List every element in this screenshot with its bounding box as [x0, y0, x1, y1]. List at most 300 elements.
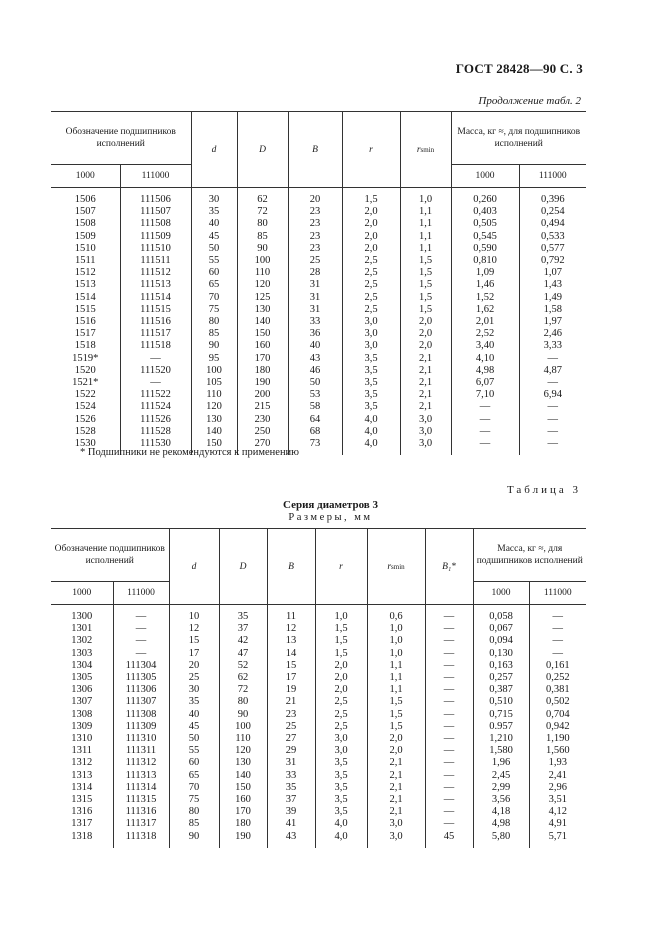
table-row	[51, 231, 586, 243]
table-cell: 35	[191, 206, 237, 218]
rsmin-subscript: smin	[420, 145, 435, 154]
table-cell: 17	[169, 648, 219, 660]
table-cell: 13	[267, 635, 315, 647]
table-row	[51, 672, 586, 684]
table-cell: —	[529, 635, 586, 647]
table-cell: 111306	[113, 684, 169, 696]
table-cell: 27	[267, 733, 315, 745]
table-cell: 33	[267, 770, 315, 782]
table-row	[51, 696, 586, 708]
table-cell: 3,33	[519, 340, 586, 352]
table-cell: 31	[267, 757, 315, 769]
table-cell: 3,0	[342, 340, 400, 352]
table-cell: 111305	[113, 672, 169, 684]
table-cell: 1530	[74, 438, 96, 450]
table-row	[51, 316, 586, 328]
table-row	[51, 389, 586, 401]
table-cell: 2,0	[315, 672, 367, 684]
table-cell: 1,0	[400, 188, 451, 207]
table-cell: 37	[267, 794, 315, 806]
table-row	[51, 635, 586, 647]
table-cell: 75	[191, 304, 237, 316]
table-cell: 1510	[74, 242, 96, 254]
table-cell: 2,0	[315, 660, 367, 672]
table-row	[51, 365, 586, 377]
table-cell: 4,87	[519, 365, 586, 377]
table-cell: 111310	[113, 733, 169, 745]
header-version-111000: 111000	[120, 165, 191, 188]
table-cell: —	[529, 648, 586, 660]
table-cell: 200	[237, 389, 288, 401]
continuation-label: Продолжение табл. 2	[478, 95, 581, 107]
header-d: d	[169, 529, 219, 605]
table-cell: 50	[191, 243, 237, 255]
table-cell: 72	[237, 206, 288, 218]
table-cell: 110	[237, 267, 288, 279]
table-cell: 1307	[71, 696, 93, 708]
table-cell: 4,0	[342, 414, 400, 426]
table-cell: 1310	[71, 733, 93, 745]
table-cell: 2,5	[342, 267, 400, 279]
table-cell: 3,0	[367, 818, 425, 830]
table-cell: —	[425, 635, 473, 647]
header-B: B	[288, 112, 342, 188]
table-cell: 0,381	[529, 684, 586, 696]
table-row	[51, 782, 586, 794]
table-cell: 90	[237, 243, 288, 255]
table-cell: 31	[288, 279, 342, 291]
table-cell: 95	[191, 353, 237, 365]
table-cell: —	[519, 426, 586, 438]
table-cell: 111309	[113, 721, 169, 733]
table-cell: 2,0	[342, 231, 400, 243]
table-cell: 1,5	[342, 188, 400, 207]
table-cell: 1,5	[400, 292, 451, 304]
table-cell: 1,0	[367, 623, 425, 635]
table-row	[51, 757, 586, 769]
table-cell: 3,5	[315, 757, 367, 769]
table-cell: 1,580	[473, 745, 529, 757]
table-cell: 1,190	[529, 733, 586, 745]
table-cell: 160	[237, 340, 288, 352]
table-cell: 0,252	[529, 672, 586, 684]
table-cell: 2,1	[400, 365, 451, 377]
table-cell: 0,942	[529, 721, 586, 733]
table-cell: 1,0	[367, 635, 425, 647]
table-cell: 2,0	[400, 316, 451, 328]
table-cell: 50	[288, 377, 342, 389]
table-cell: 170	[237, 353, 288, 365]
table-cell: 4,98	[451, 365, 519, 377]
table-cell: 111516	[120, 316, 191, 328]
table-cell: 0,403	[451, 206, 519, 218]
table-cell: 1,560	[529, 745, 586, 757]
table-cell: 111313	[113, 770, 169, 782]
table-cell: 110	[219, 733, 267, 745]
table-row	[51, 243, 586, 255]
table-cell: 52	[219, 660, 267, 672]
table-cell: 11	[267, 605, 315, 624]
table-row	[51, 733, 586, 745]
table-cell: 3,0	[400, 426, 451, 438]
table-cell: 64	[288, 414, 342, 426]
table-cell: 12	[169, 623, 219, 635]
table-cell: 45	[425, 831, 473, 848]
header-rsmin	[367, 529, 425, 605]
table-cell: 0,260	[451, 188, 519, 207]
table-cell: 111507	[120, 206, 191, 218]
table-cell: 0,387	[473, 684, 529, 696]
table-cell: —	[451, 426, 519, 438]
bearing-table-3	[51, 528, 586, 848]
table-cell: —	[425, 672, 473, 684]
table-cell: 1,96	[473, 757, 529, 769]
table-cell: 36	[288, 328, 342, 340]
table-cell: 1306	[71, 684, 93, 696]
table-cell: 1,46	[451, 279, 519, 291]
table-cell: 215	[237, 401, 288, 413]
table-cell: —	[519, 401, 586, 413]
table-cell: 111512	[120, 267, 191, 279]
table-cell: 3,0	[342, 316, 400, 328]
table-cell: 0,6	[367, 605, 425, 624]
table-cell: 1,5	[367, 696, 425, 708]
table-cell: 1,97	[519, 316, 586, 328]
table-cell: 1,0	[367, 648, 425, 660]
header-mass: Масса, кг ≈, для подшипников исполнений	[473, 529, 586, 582]
table-cell: 90	[219, 709, 267, 721]
table-cell: 4,0	[315, 831, 367, 848]
table-cell: 1512	[74, 267, 96, 279]
table-cell: 15	[169, 635, 219, 647]
table-cell: —	[529, 623, 586, 635]
table-cell: 85	[169, 818, 219, 830]
table-cell: 45	[169, 721, 219, 733]
table-cell: 111517	[120, 328, 191, 340]
header-D: D	[237, 112, 288, 188]
header-b1: B₁*	[425, 529, 473, 605]
table-cell: 1312	[71, 757, 93, 769]
table-cell: 41	[267, 818, 315, 830]
header-D: D	[219, 529, 267, 605]
table-cell: 2,0	[315, 684, 367, 696]
table-row	[51, 377, 586, 389]
table-cell: 80	[169, 806, 219, 818]
table-cell: 2,0	[342, 206, 400, 218]
table-cell: —	[425, 745, 473, 757]
header-r: r	[342, 112, 400, 188]
table-cell: 55	[169, 745, 219, 757]
table-cell: 4,0	[342, 438, 400, 455]
table-cell: 30	[191, 188, 237, 207]
table-cell: 45	[191, 231, 237, 243]
table-cell: 1302	[71, 635, 93, 647]
table-cell: 25	[267, 721, 315, 733]
table-cell: 111316	[113, 806, 169, 818]
table-row	[51, 255, 586, 267]
table-cell: 111518	[120, 340, 191, 352]
table-cell: 39	[267, 806, 315, 818]
table-cell: 160	[219, 794, 267, 806]
table-cell: 23	[288, 206, 342, 218]
page-header-standard: ГОСТ 28428—90 С. 3	[455, 61, 583, 76]
table-cell: —	[425, 605, 473, 624]
table-cell: 111511	[120, 255, 191, 267]
bearing-table-2-continued	[51, 111, 586, 455]
table-cell: 2,1	[367, 806, 425, 818]
table-cell: 111307	[113, 696, 169, 708]
table-cell: 1,0	[315, 605, 367, 624]
table-cell: —	[451, 401, 519, 413]
table-cell: 3,0	[342, 328, 400, 340]
table-cell: 4,12	[529, 806, 586, 818]
table-cell: —	[519, 414, 586, 426]
table-cell: 46	[288, 365, 342, 377]
table-cell: 1301	[71, 623, 93, 635]
table-row	[51, 414, 586, 426]
table-cell: 7,10	[451, 389, 519, 401]
table-cell: 1318	[71, 830, 93, 842]
table-cell: 111315	[113, 794, 169, 806]
table-cell: 1513	[74, 279, 96, 291]
table-cell: 1317	[71, 818, 93, 830]
table-cell: 1304	[71, 659, 93, 671]
table-cell: 2,5	[342, 304, 400, 316]
table-cell: 85	[191, 328, 237, 340]
table-cell: 1517	[74, 328, 96, 340]
table-cell: 23	[288, 231, 342, 243]
table-cell: 1309	[71, 720, 93, 732]
table-cell: 1,5	[315, 623, 367, 635]
table-cell: 43	[288, 353, 342, 365]
table-cell: 2,0	[342, 243, 400, 255]
table-cell: 1300	[71, 611, 93, 622]
table-cell: 2,52	[451, 328, 519, 340]
table-cell: 62	[237, 188, 288, 207]
table-cell: 1313	[71, 769, 93, 781]
table-cell: —	[120, 353, 191, 365]
table-cell: —	[425, 818, 473, 830]
table-row	[51, 279, 586, 291]
table-cell: 20	[169, 660, 219, 672]
table-cell: 180	[237, 365, 288, 377]
table-cell: 0,590	[451, 243, 519, 255]
table-cell: 1,1	[400, 206, 451, 218]
table-row	[51, 770, 586, 782]
table-row	[51, 623, 586, 635]
table-cell: 23	[288, 218, 342, 230]
table-cell: 111524	[120, 401, 191, 413]
table-cell: 1,1	[367, 660, 425, 672]
table-cell: 0,810	[451, 255, 519, 267]
table-cell: 230	[237, 414, 288, 426]
table-row	[51, 831, 586, 848]
table-row	[51, 818, 586, 830]
table-cell: 0,058	[473, 605, 529, 624]
table-cell: 1,5	[367, 709, 425, 721]
table-cell: 1,1	[367, 672, 425, 684]
table-cell: 0,254	[519, 206, 586, 218]
table-cell: 270	[237, 438, 288, 455]
table-cell: 68	[288, 426, 342, 438]
table-cell: 0,510	[473, 696, 529, 708]
table-cell: 100	[237, 255, 288, 267]
table-cell: 0,505	[451, 218, 519, 230]
table-cell: 3,5	[342, 377, 400, 389]
table-cell: 1521*	[72, 377, 99, 389]
table-cell: 25	[169, 672, 219, 684]
table-cell: 105	[191, 377, 237, 389]
table-cell: 1,43	[519, 279, 586, 291]
table-cell: 2,5	[315, 709, 367, 721]
table-cell: 0,704	[529, 709, 586, 721]
header-designation: Обозначение подшипников исполнений	[51, 529, 169, 582]
table-cell: 1,49	[519, 292, 586, 304]
table-cell: 2,1	[367, 757, 425, 769]
table-row	[51, 709, 586, 721]
table-cell: 2,1	[400, 377, 451, 389]
table-cell: 111318	[113, 831, 169, 848]
table-cell: 6,07	[451, 377, 519, 389]
table-cell: 111528	[120, 426, 191, 438]
table-cell: —	[425, 648, 473, 660]
table-cell: 4,91	[529, 818, 586, 830]
table-cell: 2,1	[367, 794, 425, 806]
table-cell: 190	[237, 377, 288, 389]
table-cell: 140	[191, 426, 237, 438]
table-cell: 0,494	[519, 218, 586, 230]
table-cell: 23	[288, 243, 342, 255]
table-cell: 1520	[74, 364, 96, 376]
table-cell: 0,396	[519, 188, 586, 207]
rsmin-main: r	[387, 561, 392, 572]
table-cell: 70	[169, 782, 219, 794]
table-row	[51, 218, 586, 230]
table-cell: 37	[219, 623, 267, 635]
table-row	[51, 660, 586, 672]
table-row	[51, 328, 586, 340]
table-cell: 111311	[113, 745, 169, 757]
table-cell: 111514	[120, 292, 191, 304]
table-cell: —	[451, 414, 519, 426]
table-cell: 140	[237, 316, 288, 328]
table-row	[51, 721, 586, 733]
table-cell: 40	[191, 218, 237, 230]
table-cell: 73	[288, 438, 342, 455]
header-mass: Масса, кг ≈, для подшипников исполнений	[451, 112, 586, 165]
table-cell: 29	[267, 745, 315, 757]
table-row	[51, 304, 586, 316]
rsmin-subscript: smin	[391, 562, 405, 571]
table-cell: —	[425, 782, 473, 794]
table-cell: 2,5	[342, 292, 400, 304]
table-cell: —	[113, 623, 169, 635]
table-cell: 3,5	[315, 806, 367, 818]
table-cell: 1519*	[72, 352, 99, 364]
table-cell: 180	[219, 818, 267, 830]
table-row	[51, 745, 586, 757]
table-3-label: Таблица 3	[506, 484, 581, 496]
table-row	[51, 292, 586, 304]
table-cell: 4,18	[473, 806, 529, 818]
table-cell: 40	[288, 340, 342, 352]
table-cell: 1511	[74, 255, 96, 267]
table-cell: 150	[191, 438, 237, 455]
header-mass-1000: 1000	[473, 582, 529, 605]
table-cell: 28	[288, 267, 342, 279]
table-cell: —	[425, 623, 473, 635]
table-cell: 111522	[120, 389, 191, 401]
table-cell: 3,0	[315, 745, 367, 757]
table-cell: —	[425, 757, 473, 769]
table-cell: —	[519, 353, 586, 365]
header-mass-1000: 1000	[451, 165, 519, 188]
table-cell: 2,46	[519, 328, 586, 340]
table-cell: 80	[219, 696, 267, 708]
table-cell: 130	[219, 757, 267, 769]
table-cell: 70	[191, 292, 237, 304]
table-cell: 111312	[113, 757, 169, 769]
table-row	[51, 206, 586, 218]
table-cell: 35	[267, 782, 315, 794]
table-cell: 3,5	[342, 401, 400, 413]
table-cell: 12	[267, 623, 315, 635]
table-cell: —	[425, 721, 473, 733]
table-cell: 60	[191, 267, 237, 279]
table-cell: 1506	[74, 194, 96, 205]
table-cell: 3,0	[400, 414, 451, 426]
table-cell: 80	[237, 218, 288, 230]
table-cell: 4,98	[473, 818, 529, 830]
table-cell: 1,58	[519, 304, 586, 316]
table-cell: 1305	[71, 672, 93, 684]
table-cell: 0,502	[529, 696, 586, 708]
table-cell: 72	[219, 684, 267, 696]
table-cell: 2,99	[473, 782, 529, 794]
table-cell: 2,1	[400, 353, 451, 365]
table-cell: 111506	[120, 188, 191, 207]
table-cell: 1528	[74, 425, 96, 437]
table-cell: 1516	[74, 316, 96, 328]
table-cell: 1314	[71, 781, 93, 793]
table-cell: 58	[288, 401, 342, 413]
table-cell: 2,5	[315, 696, 367, 708]
table-cell: 0,130	[473, 648, 529, 660]
table-cell: 150	[219, 782, 267, 794]
table-cell: 0,067	[473, 623, 529, 635]
header-designation: Обозначение подшипников исполнений	[51, 112, 191, 165]
table-cell: 23	[267, 709, 315, 721]
table-cell: 43	[267, 831, 315, 848]
table-cell: 42	[219, 635, 267, 647]
table-cell: 100	[191, 365, 237, 377]
table-cell: —	[425, 794, 473, 806]
table-cell: 1,07	[519, 267, 586, 279]
table-cell: 1316	[71, 806, 93, 818]
series-title: Серия диаметров 3	[283, 499, 378, 511]
table-cell: 1,5	[400, 255, 451, 267]
table-cell: 190	[219, 831, 267, 848]
table-cell: 111520	[120, 365, 191, 377]
table-row	[51, 267, 586, 279]
table-cell: 40	[169, 709, 219, 721]
table-cell: 3,5	[342, 389, 400, 401]
table-cell: 111304	[113, 660, 169, 672]
table-cell: 14	[267, 648, 315, 660]
table-cell: 120	[237, 279, 288, 291]
table-cell: 3,5	[315, 770, 367, 782]
table-cell: 3,51	[529, 794, 586, 806]
